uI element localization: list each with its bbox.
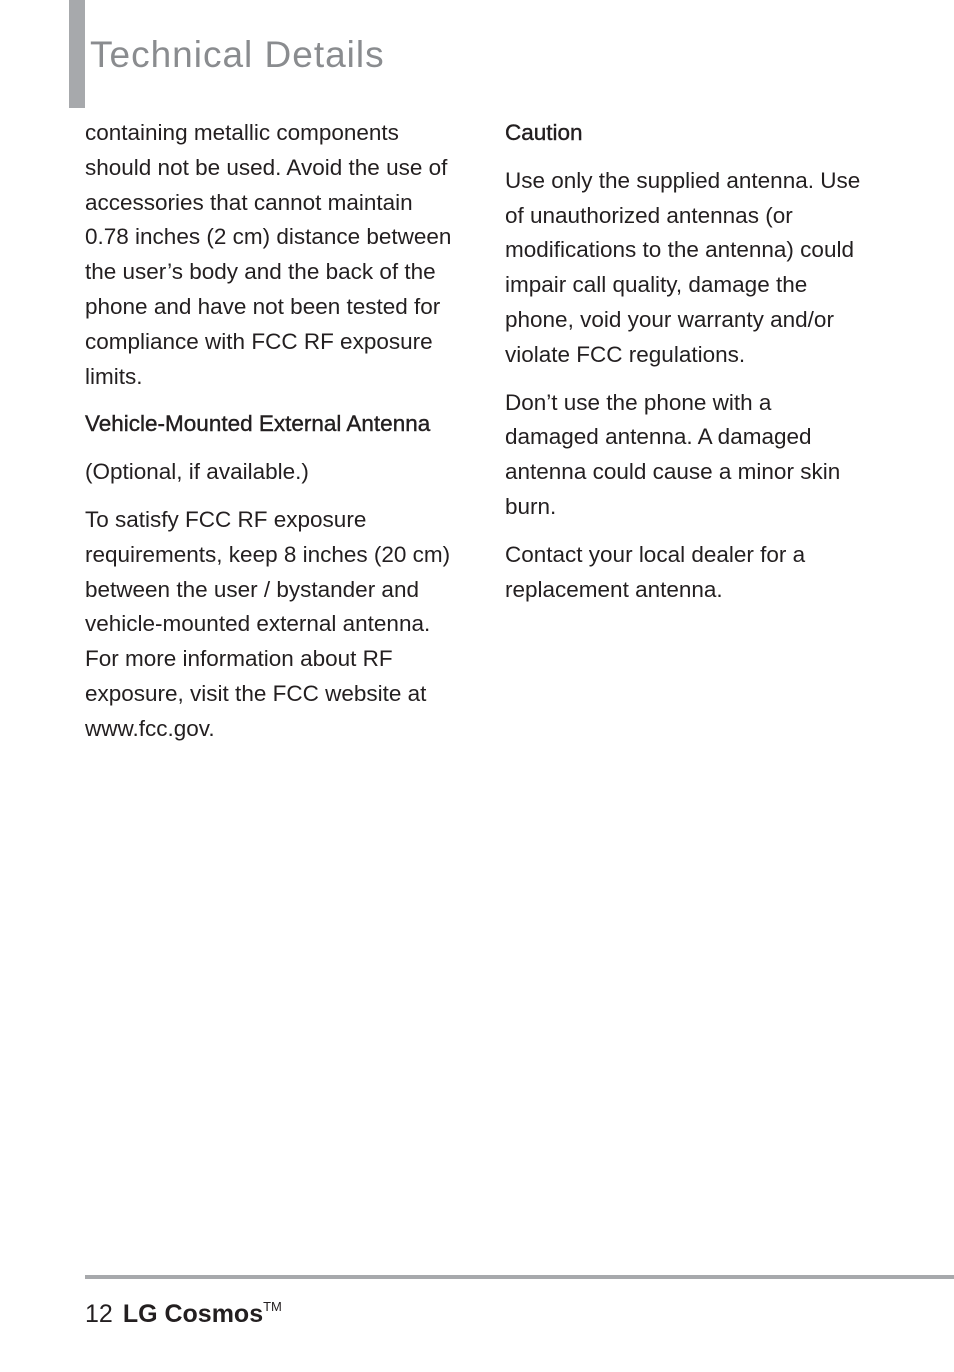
header-accent-bar bbox=[69, 0, 85, 108]
left-paragraph-1: containing metallic components should not be used. Avoid the use of accessories that cannot maintain 0.78 inches (2 cm) distance between the user’s body and the back of the phone and have not been tested for compliance with FCC RF exposure limits. bbox=[85, 120, 452, 389]
right-paragraph-2: Don’t use the phone with a damaged antenna. A damaged antenna could cause a minor skin burn. bbox=[505, 389, 841, 519]
page-title: Technical Details bbox=[90, 34, 385, 75]
page-number: 12 bbox=[85, 1300, 113, 1328]
left-paragraph-3: To satisfy FCC RF exposure requirements, keep 8 inches (20 cm) between the user / bystander and vehicle-mounted external antenna. For more information about RF exposure, visit the FCC website at www.fcc.gov. bbox=[85, 506, 451, 741]
section-heading-vehicle-antenna: Vehicle-Mounted External Antenna bbox=[85, 411, 431, 437]
right-paragraph-1: Use only the supplied antenna. Use of unauthorized antennas (or modifications to the antenna) could impair call quality, damage the phone, void your warranty and/or violate FCC regulations. bbox=[505, 167, 861, 367]
product-name: LG Cosmos bbox=[122, 1300, 264, 1328]
section-heading-caution: Caution bbox=[505, 120, 583, 145]
left-column bbox=[85, 116, 460, 760]
footer-divider bbox=[85, 1275, 954, 1279]
right-paragraph-3: Contact your local dealer for a replacement antenna. bbox=[505, 541, 806, 602]
page-footer bbox=[85, 1290, 282, 1331]
trademark-symbol: TM bbox=[263, 1299, 282, 1314]
right-column bbox=[505, 116, 865, 620]
left-paragraph-2: (Optional, if available.) bbox=[85, 459, 309, 485]
